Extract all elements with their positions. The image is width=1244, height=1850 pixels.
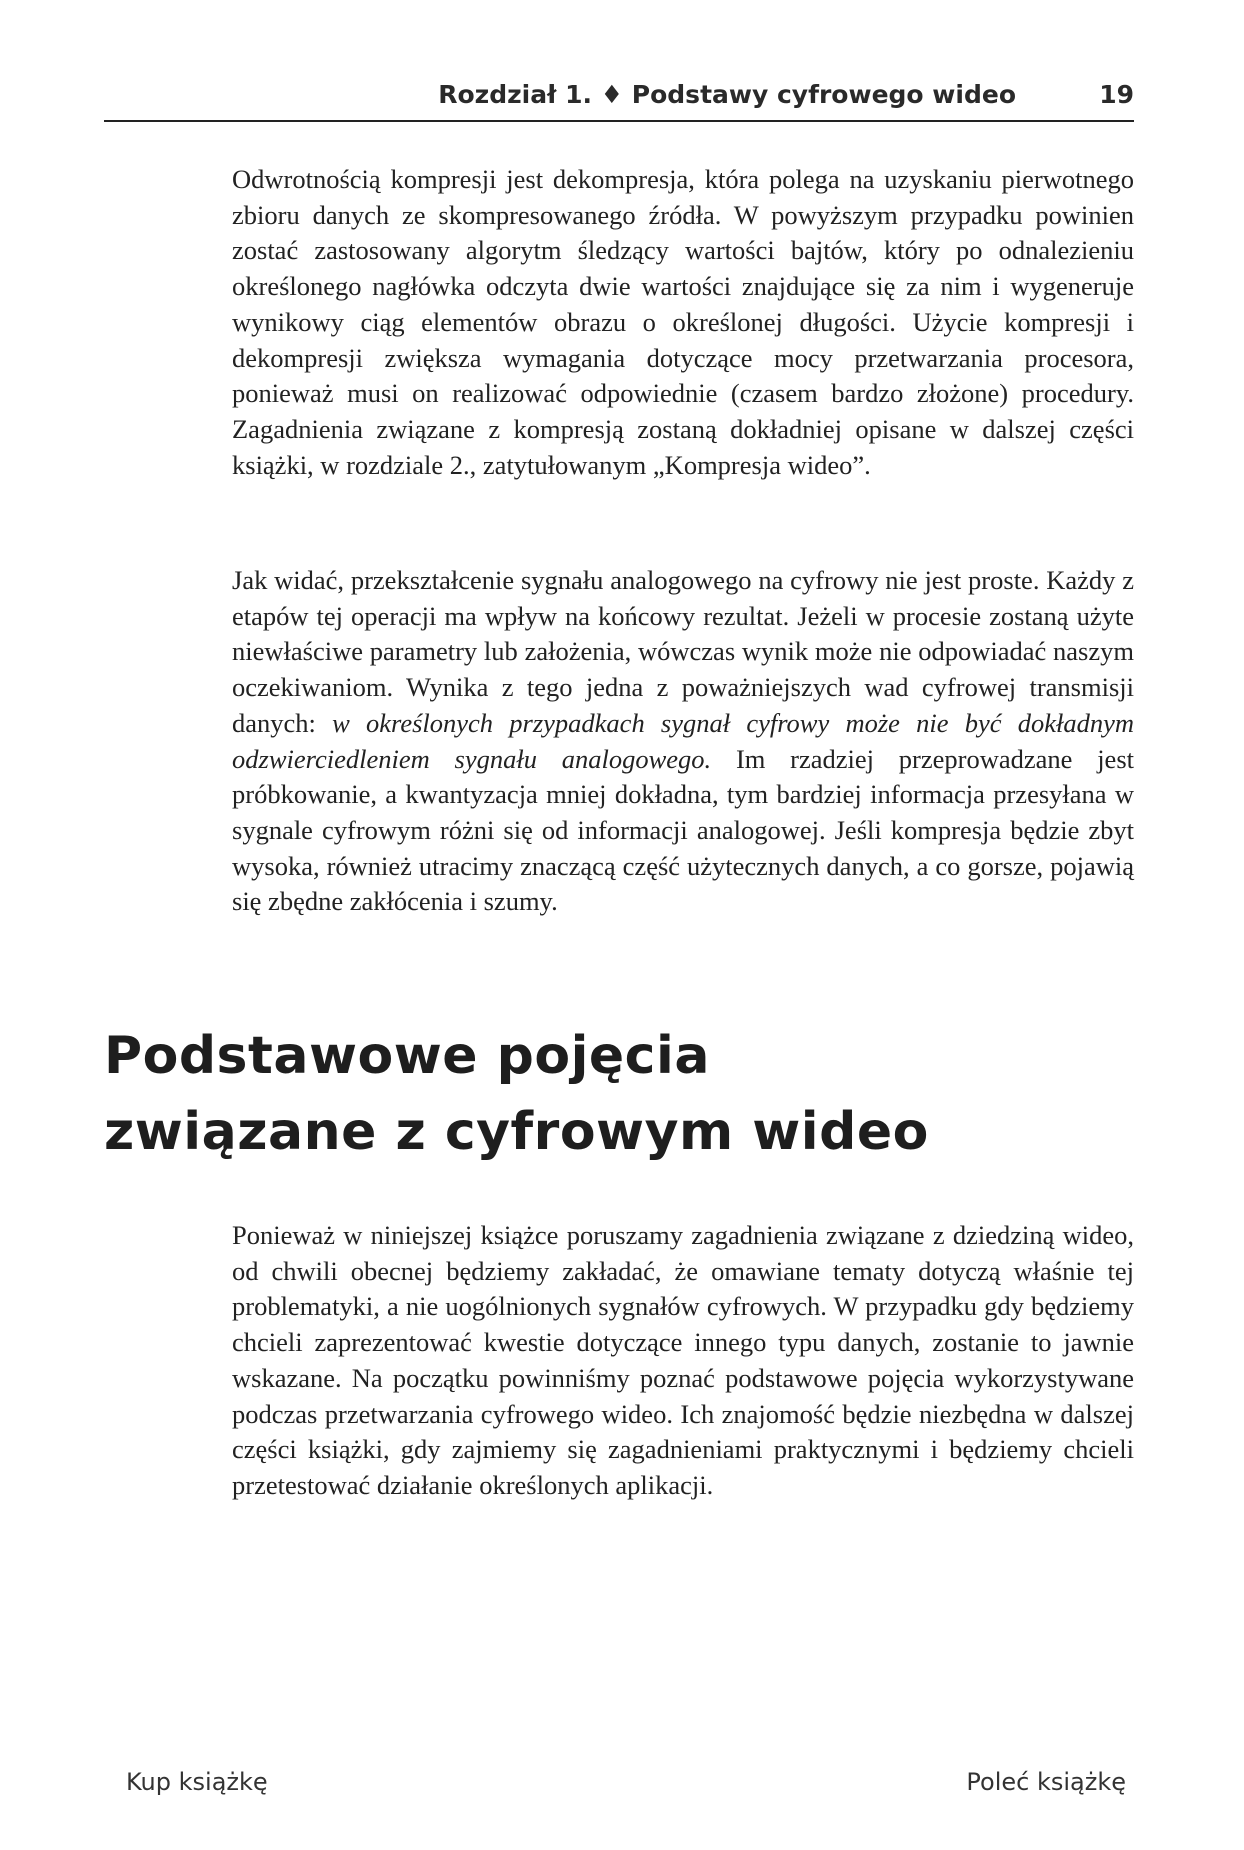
paragraph-decompression: Odwrotnością kompresji jest dekompresja, która polega na uzyskaniu pierwotnego zbioru danych ze skompresowanego źródła. W powyższym przypadku powinien zostać zastosowany algorytm śledzący wartości bajtów, który po odnalezieniu określonego nagłówka odczyta dwie wartości znajdujące się za nim i wygeneruje wynikowy ciąg elementów obrazu o określonej długości. Użycie kompresji i dekompresji zwiększa wymagania dotyczące mocy przetwarzania procesora, ponieważ musi on realizować odpowiednie (czasem bardzo złożone) procedury. Zagadnienia związane z kompresją zostaną dokładniej opisane w dalszej części książki, w rozdziale 2., zatytułowanym „Kompresja wideo”.	[232, 164, 1134, 480]
section-heading-line: związane z cyfrowym wideo	[104, 1102, 929, 1162]
paragraph-introduction: Ponieważ w niniejszej książce poruszamy zagadnienia związane z dziedziną wideo, od chwili obecnej będziemy zakładać, że omawiane tematy dotyczą właśnie tej problematyki, a nie uogólnionych sygnałów cyfrowych. W przypadku gdy będziemy chcieli zaprezentować kwestie dotyczące innego typu danych, zostanie to jawnie wskazane. Na początku powinniśmy poznać podstawowe pojęcia wykorzystywane podczas przetwarzania cyfrowego wideo. Ich znajomość będzie niezbędna w dalszej części książki, gdy zajmiemy się zagadnieniami praktycznymi i będziemy chcieli przetestować działanie określonych aplikacji.	[232, 1220, 1134, 1500]
page-number: 19	[1099, 80, 1134, 109]
paragraph-conversion	[232, 563, 1134, 920]
chapter-title: Rozdział 1. ♦ Podstawy cyfrowego wideo	[438, 80, 1016, 109]
buy-book-link[interactable]: Kup książkę	[126, 1768, 268, 1796]
paragraph-text: Jak widać, przekształcenie sygnału analogowego na cyfrowy nie jest proste. Każdy z etapów tej operacji ma wpływ na końcowy rezultat. Jeżeli w procesie zostaną użyte niewłaściwe parametry lub założenia, wówczas wynik może nie odpowiadać naszym oczekiwaniom. Wynika z tego jedna z poważniejszych wad cyfrowej transmisji danych:	[232, 565, 1134, 738]
section-heading	[104, 1018, 929, 1170]
emphasized-text: w określonych przypadkach sygnał cyfrowy może nie być dokładnym odzwierciedleniem sygnału analogowego.	[232, 707, 1134, 774]
recommend-book-link[interactable]: Poleć książkę	[966, 1768, 1126, 1796]
running-header	[104, 72, 1134, 122]
section-heading-line: Podstawowe pojęcia	[104, 1026, 710, 1086]
paragraph-text: Im rzadziej przeprowadzane jest próbkowanie, a kwantyzacja mniej dokładna, tym bardziej informacja przesyłana w sygnale cyfrowym różni się od informacji analogowej. Jeśli kompresja będzie zbyt wysoka, również utracimy znaczącą część użytecznych danych, a co gorsze, pojawią się zbędne zakłócenia i szumy.	[232, 743, 1134, 917]
